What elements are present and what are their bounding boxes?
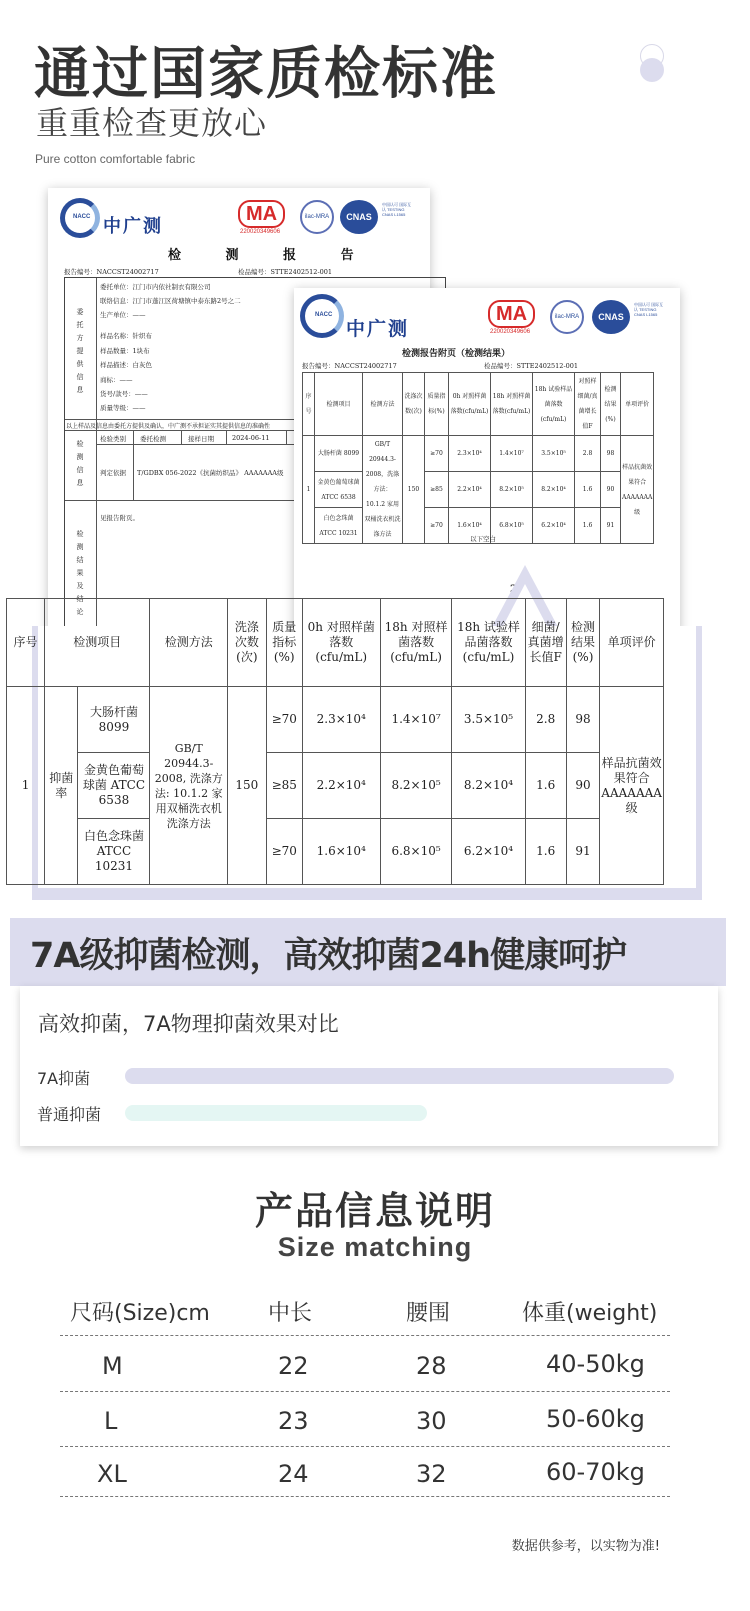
bar-track-normal <box>125 1105 674 1121</box>
appendix-index: ≥85 <box>425 472 449 508</box>
judge-label: 判定依据 <box>100 469 126 477</box>
size-cell: XL <box>97 1460 127 1488</box>
zoom-header-item: 检测项目 <box>45 599 150 687</box>
check-type: 委托检测 <box>140 435 166 443</box>
appendix-method: GB/T 20944.3-2008，洗涤方法：10.1.2 家用双桶洗衣机洗涤方法 <box>363 436 403 544</box>
appendix-seq: 1 <box>303 436 315 544</box>
zoom-header-wash: 洗涤次数(次) <box>228 599 267 687</box>
nacc-logo-icon <box>300 294 344 338</box>
cnas-logo: CNAS <box>340 200 378 234</box>
appendix-header: 单项评价 <box>621 373 654 436</box>
decor-circle-filled <box>640 58 664 82</box>
info-line: 样品数量：1块布 <box>100 347 150 355</box>
zoom-eval: 样品抗菌效果符合AAAAAAA级 <box>600 687 664 885</box>
appendix-table <box>302 372 654 544</box>
appendix-header: 序号 <box>303 373 315 436</box>
zoom-f: 1.6 <box>525 819 566 885</box>
report-no: NACCST24002717 <box>96 268 159 276</box>
appendix-t18: 6.2×10⁴ <box>533 508 575 544</box>
comparison-card <box>20 986 718 1146</box>
nacc-logo-text: NACC <box>73 214 91 220</box>
appendix-header: 检测项目 <box>315 373 363 436</box>
info-line: 样品描述：白灰色 <box>100 361 152 369</box>
bar-label-normal: 普通抑菌 <box>37 1105 102 1124</box>
result-note: 见报告附页。 <box>100 514 139 522</box>
waist-cell: 28 <box>416 1352 447 1380</box>
antibacterial-banner <box>10 918 726 986</box>
cnas-caption: 中国认可 国际互认 TESTING CNAS L1565 <box>382 202 412 217</box>
info-line: 生产单位：—— <box>100 311 146 319</box>
appendix-header: 0h 对照样菌落数(cfu/mL) <box>449 373 491 436</box>
info-line: 质量等级：—— <box>100 404 146 412</box>
sample-no-label: 检品编号： <box>484 362 517 370</box>
zoom-result: 90 <box>566 753 600 819</box>
judge-basis: T/GDBX 056-2022《抗菌纺织品》 AAAAAAA级 <box>137 469 284 477</box>
zoom-c0: 1.6×10⁴ <box>302 819 380 885</box>
waist-cell: 30 <box>416 1407 447 1435</box>
page-english-tagline: Pure cotton comfortable fabric <box>35 152 196 166</box>
zoom-header-eval: 单项评价 <box>600 599 664 687</box>
bar-fill-7a <box>125 1068 674 1084</box>
zoom-c18: 1.4×10⁷ <box>380 687 452 753</box>
sample-no: STTE2402512-001 <box>270 268 333 276</box>
bar-fill-normal <box>125 1105 427 1121</box>
appendix-t18: 3.5×10⁵ <box>533 436 575 472</box>
appendix-header: 检测结果(%) <box>601 373 621 436</box>
appendix-c18: 6.8×10⁵ <box>491 508 533 544</box>
ma-mark: MA <box>488 300 535 328</box>
zoom-f: 2.8 <box>525 687 566 753</box>
zoom-c0: 2.3×10⁴ <box>302 687 380 753</box>
appendix-c0: 2.3×10⁴ <box>449 436 491 472</box>
banner-text: 7A级抑菌检测，高效抑菌24h健康呵护 <box>30 936 627 976</box>
appendix-eval: 样品抗菌效果符合AAAAAAA级 <box>621 436 654 544</box>
info-line: 货号/款号：—— <box>100 390 148 398</box>
page-title: 通过国家质检标准 <box>34 42 498 107</box>
info-line: 委托单位：江门市内依社制衣有限公司 <box>100 283 211 291</box>
disclaimer-line: 以上样品及信息由委托方提供及确认，中广测不承担证实其提供信息的准确性 <box>66 423 271 430</box>
appendix-header: 检测方法 <box>363 373 403 436</box>
zoom-item: 金黄色葡萄球菌 ATCC 6538 <box>78 753 150 819</box>
appendix-header: 18h 对照样菌落数(cfu/mL) <box>491 373 533 436</box>
sample-no-label: 检品编号： <box>238 268 271 276</box>
appendix-header: 对照样细菌/真菌增长值F <box>575 373 601 436</box>
side-label-result: 检测结果及结论 <box>76 530 84 616</box>
size-header-weight: 体重(weight) <box>522 1301 658 1326</box>
appendix-f: 1.6 <box>575 508 601 544</box>
weight-cell: 60-70kg <box>546 1458 645 1486</box>
zoom-header-seq: 序号 <box>7 599 45 687</box>
appendix-index: ≥70 <box>425 436 449 472</box>
appendix-header: 质量指标(%) <box>425 373 449 436</box>
weight-cell: 40-50kg <box>546 1350 645 1378</box>
size-cell: M <box>102 1352 123 1380</box>
appendix-title: 检测报告附页（检测结果） <box>402 349 511 359</box>
page-subtitle: 重重检查更放心 <box>36 104 268 142</box>
zoom-group: 抑菌率 <box>45 687 78 885</box>
info-line: 商标：—— <box>100 376 133 384</box>
zoom-item: 白色念珠菌 ATCC 10231 <box>78 819 150 885</box>
appendix-index: ≥70 <box>425 508 449 544</box>
ilac-mra-logo: ilac-MRA <box>550 300 584 334</box>
ma-number: 220020349606 <box>240 229 281 235</box>
appendix-f: 1.6 <box>575 472 601 508</box>
bar-track-7a <box>125 1068 674 1084</box>
divider <box>60 1496 670 1497</box>
size-header-size: 尺码(Size)cm <box>70 1301 210 1326</box>
appendix-t18: 8.2×10⁴ <box>533 472 575 508</box>
info-line: 联络信息：江门市蓬江区荷塘镇中泰东路2号之二 <box>100 297 241 305</box>
appendix-c0: 2.2×10⁴ <box>449 472 491 508</box>
weight-cell: 50-60kg <box>546 1405 645 1433</box>
appendix-item: 金黄色葡萄球菌 ATCC 6538 <box>315 472 363 508</box>
size-header-length: 中长 <box>268 1301 313 1326</box>
zoom-c18: 6.8×10⁵ <box>380 819 452 885</box>
zoom-t18: 6.2×10⁴ <box>452 819 525 885</box>
appendix-result: 91 <box>601 508 621 544</box>
zoom-header-result: 检测结果(%) <box>566 599 600 687</box>
info-line: 样品名称：针织布 <box>100 332 152 340</box>
zoom-header-t18: 18h 试验样品菌落数(cfu/mL) <box>452 599 525 687</box>
appendix-item: 大肠杆菌 8099 <box>315 436 363 472</box>
report-title: 检 测 报 告 <box>168 248 374 263</box>
divider <box>60 1335 670 1336</box>
zoom-method: GB/T 20944.3-2008, 洗涤方法: 10.1.2 家用双桶洗衣机洗涤方法 <box>150 687 228 885</box>
zoom-index: ≥70 <box>266 687 302 753</box>
check-type-label: 检验类别 <box>100 435 126 443</box>
zoom-wash: 150 <box>228 687 267 885</box>
waist-cell: 32 <box>416 1460 447 1488</box>
product-info-subtitle: Size matching <box>277 1232 473 1262</box>
receive-date-label: 接样日期 <box>188 435 214 443</box>
appendix-header: 洗涤次数(次) <box>403 373 425 436</box>
org-name: 中广测 <box>346 318 410 340</box>
appendix-header: 18h 试验样品菌落数(cfu/mL) <box>533 373 575 436</box>
divider <box>60 1391 670 1392</box>
appendix-item: 白色念珠菌 ATCC 10231 <box>315 508 363 544</box>
zoom-header-index: 质量指标(%) <box>266 599 302 687</box>
length-cell: 24 <box>278 1460 309 1488</box>
zoom-t18: 3.5×10⁵ <box>452 687 525 753</box>
cnas-logo: CNAS <box>592 300 630 334</box>
zoomed-results-table <box>6 598 664 885</box>
side-label-client: 委托方提供信息 <box>76 308 84 394</box>
org-name: 中广测 <box>103 216 163 237</box>
zoom-c18: 8.2×10⁵ <box>380 753 452 819</box>
zoom-index: ≥85 <box>266 753 302 819</box>
zoom-c0: 2.2×10⁴ <box>302 753 380 819</box>
appendix-footer: 以下空白 <box>470 535 496 543</box>
size-cell: L <box>104 1407 118 1435</box>
report-no: NACCST24002717 <box>334 362 397 370</box>
test-report-appendix <box>294 288 680 633</box>
appendix-c18: 1.4×10⁷ <box>491 436 533 472</box>
zoom-item: 大肠杆菌 8099 <box>78 687 150 753</box>
side-label-check: 检测信息 <box>76 440 84 487</box>
sample-no: STTE2402512-001 <box>516 362 579 370</box>
product-info-title: 产品信息说明 <box>254 1189 495 1233</box>
nacc-logo-icon <box>60 198 100 238</box>
divider <box>60 1446 670 1447</box>
report-no-label: 报告编号： <box>64 268 97 276</box>
zoom-result: 91 <box>566 819 600 885</box>
zoom-f: 1.6 <box>525 753 566 819</box>
reference-note: 数据供参考，以实物为准! <box>511 1539 660 1554</box>
cnas-caption: 中国认可 国际互认 TESTING CNAS L1565 <box>634 302 664 317</box>
nacc-logo-text: NACC <box>315 312 333 318</box>
length-cell: 23 <box>278 1407 309 1435</box>
zoomed-results-panel <box>13 620 702 900</box>
appendix-wash: 150 <box>403 436 425 544</box>
ma-number: 220020349606 <box>490 329 531 335</box>
page-number: 2/2 <box>510 584 528 595</box>
appendix-result: 90 <box>601 472 621 508</box>
appendix-result: 98 <box>601 436 621 472</box>
comparison-title: 高效抑菌，7A物理抑菌效果对比 <box>38 1012 339 1036</box>
zoom-seq: 1 <box>7 687 45 885</box>
zoom-header-c18: 18h 对照样菌落数(cfu/mL) <box>380 599 452 687</box>
report-no-label: 报告编号： <box>302 362 335 370</box>
bar-label-7a: 7A抑菌 <box>37 1069 91 1088</box>
zoom-result: 98 <box>566 687 600 753</box>
receive-date: 2024-06-11 <box>232 434 270 442</box>
zoom-header-method: 检测方法 <box>150 599 228 687</box>
zoom-t18: 8.2×10⁴ <box>452 753 525 819</box>
ilac-mra-logo: ilac-MRA <box>300 200 334 234</box>
ma-mark: MA <box>238 200 285 228</box>
size-header-waist: 腰围 <box>406 1301 451 1326</box>
appendix-c0: 1.6×10⁴ <box>449 508 491 544</box>
zoom-index: ≥70 <box>266 819 302 885</box>
appendix-f: 2.8 <box>575 436 601 472</box>
length-cell: 22 <box>278 1352 309 1380</box>
appendix-c18: 8.2×10⁵ <box>491 472 533 508</box>
zoom-header-c0: 0h 对照样菌落数(cfu/mL) <box>302 599 380 687</box>
zoom-header-f: 细菌/真菌增长值F <box>525 599 566 687</box>
